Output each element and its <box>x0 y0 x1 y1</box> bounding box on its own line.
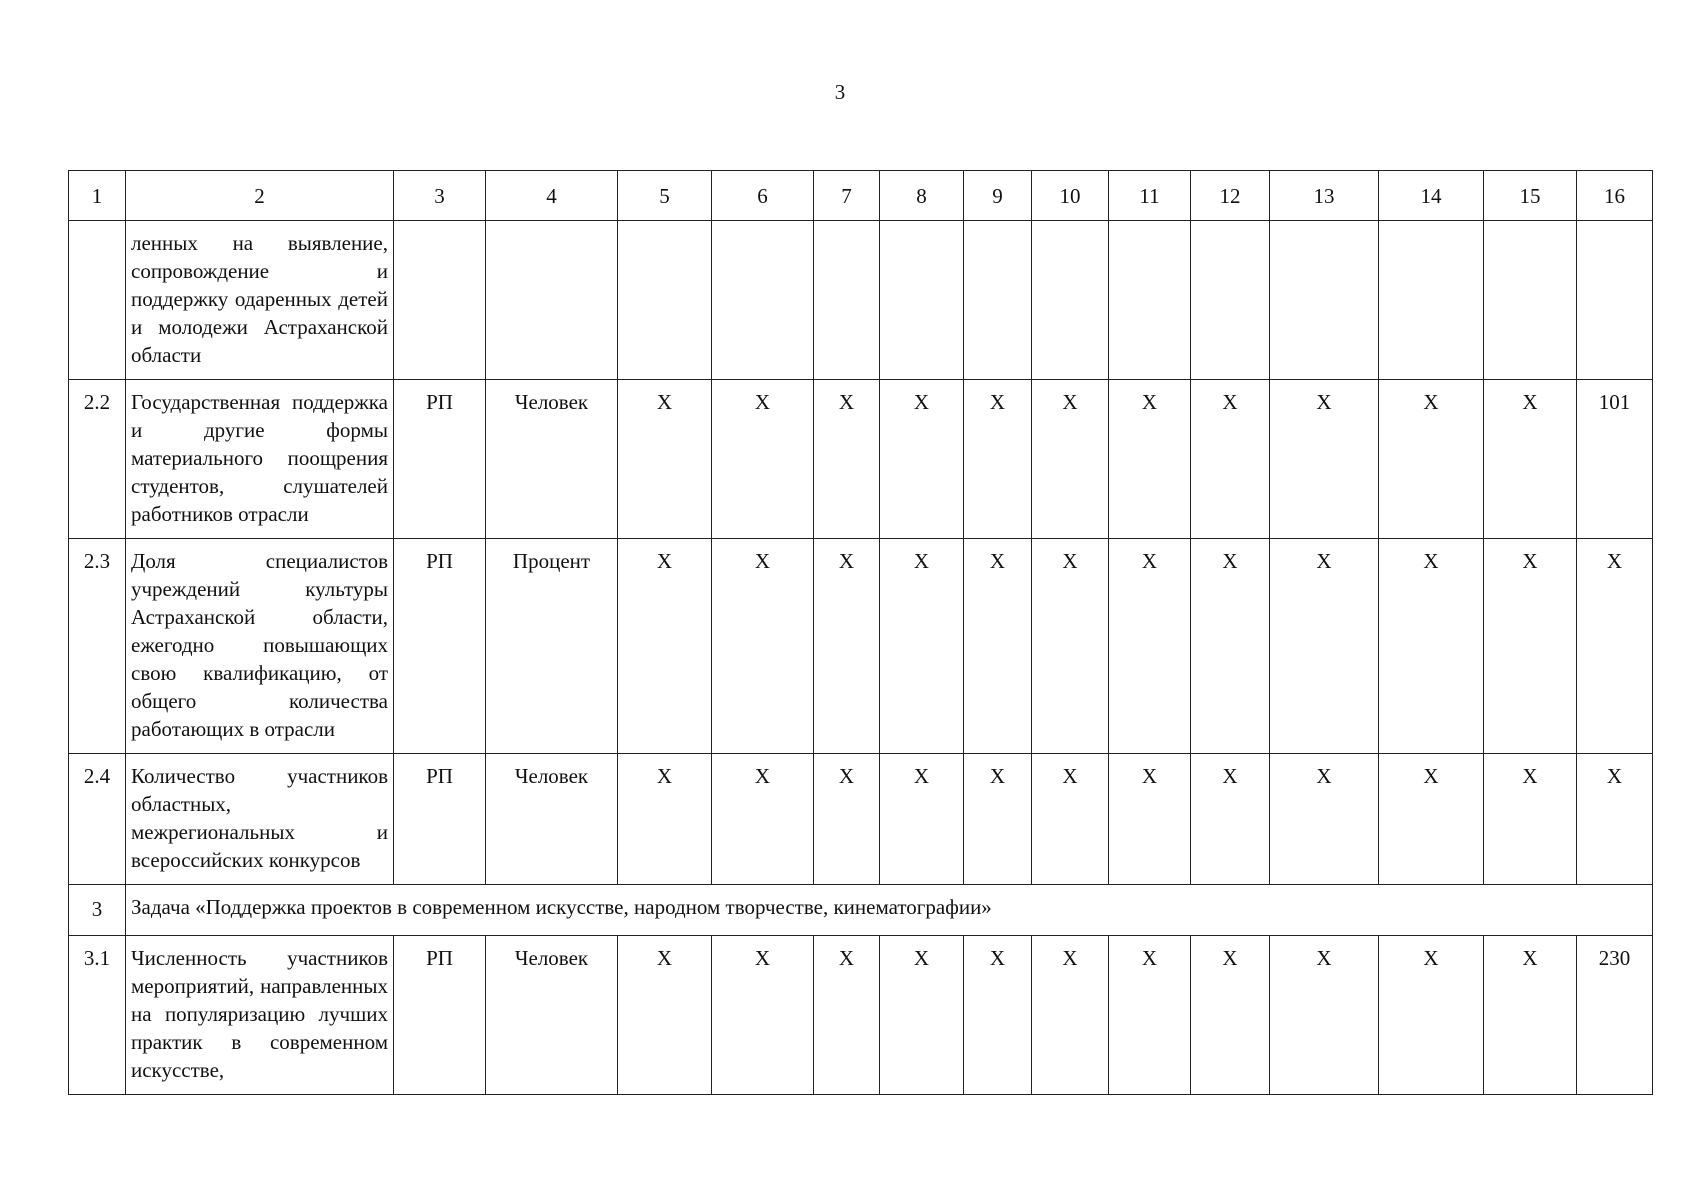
row-value: Х <box>1270 539 1379 754</box>
row-value: Х <box>880 936 964 1095</box>
row-value: Х <box>1032 754 1109 885</box>
row-unit <box>486 221 618 380</box>
row-value <box>964 221 1032 380</box>
row-value: Х <box>1270 754 1379 885</box>
row-value: Х <box>1379 936 1484 1095</box>
row-id <box>69 221 126 380</box>
row-value: Х <box>712 754 814 885</box>
row-source: РП <box>394 380 486 539</box>
column-header: 9 <box>964 171 1032 221</box>
row-value: Х <box>1191 936 1270 1095</box>
column-header: 7 <box>814 171 880 221</box>
row-value: Х <box>964 754 1032 885</box>
task-text: Задача «Поддержка проектов в современном искусстве, народном творчестве, кинематографии» <box>126 885 1653 936</box>
row-value: Х <box>1484 539 1577 754</box>
column-header: 14 <box>1379 171 1484 221</box>
column-header: 2 <box>126 171 394 221</box>
row-value: Х <box>880 380 964 539</box>
row-value: Х <box>964 539 1032 754</box>
row-source: РП <box>394 754 486 885</box>
row-value: Х <box>712 539 814 754</box>
row-value: Х <box>880 539 964 754</box>
row-value <box>1379 221 1484 380</box>
row-value: Х <box>618 754 712 885</box>
row-value: Х <box>618 380 712 539</box>
row-value: Х <box>1032 936 1109 1095</box>
row-source: РП <box>394 936 486 1095</box>
row-id: 2.4 <box>69 754 126 885</box>
column-header: 12 <box>1191 171 1270 221</box>
row-value: Х <box>1109 936 1191 1095</box>
row-value: Х <box>964 380 1032 539</box>
row-unit: Процент <box>486 539 618 754</box>
row-value: Х <box>1109 539 1191 754</box>
row-id: 2.3 <box>69 539 126 754</box>
row-value: Х <box>1270 936 1379 1095</box>
row-value: Х <box>618 936 712 1095</box>
row-value <box>1032 221 1109 380</box>
row-unit: Человек <box>486 754 618 885</box>
row-value: Х <box>880 754 964 885</box>
row-value <box>1270 221 1379 380</box>
row-value: Х <box>1379 539 1484 754</box>
row-value: Х <box>1484 936 1577 1095</box>
row-value: Х <box>814 936 880 1095</box>
row-value: Х <box>712 936 814 1095</box>
row-value: Х <box>1577 754 1653 885</box>
row-value: Х <box>1577 539 1653 754</box>
task-id: 3 <box>69 885 126 936</box>
row-value: Х <box>1191 754 1270 885</box>
row-id: 3.1 <box>69 936 126 1095</box>
column-header: 5 <box>618 171 712 221</box>
column-header: 11 <box>1109 171 1191 221</box>
row-value <box>880 221 964 380</box>
row-value: Х <box>1109 380 1191 539</box>
row-value <box>1109 221 1191 380</box>
row-name: Государственная поддержка и другие формы материального поощрения студентов, слушателей работников отрасли <box>126 380 394 539</box>
row-value: Х <box>814 539 880 754</box>
row-value: Х <box>1270 380 1379 539</box>
row-value <box>814 221 880 380</box>
table-row <box>69 221 1653 380</box>
column-header: 10 <box>1032 171 1109 221</box>
row-value <box>712 221 814 380</box>
row-value <box>1577 221 1653 380</box>
row-name: Доля специалистов учреждений культуры Астраханской области, ежегодно повышающих свою квалификацию, от общего количества работающих в отрасли <box>126 539 394 754</box>
row-value: Х <box>814 380 880 539</box>
column-header: 6 <box>712 171 814 221</box>
row-name: Количество участников областных, межрегиональных и всероссийских конкурсов <box>126 754 394 885</box>
row-value: Х <box>1109 754 1191 885</box>
row-source: РП <box>394 539 486 754</box>
row-unit: Человек <box>486 936 618 1095</box>
row-value: Х <box>1032 539 1109 754</box>
row-value: Х <box>712 380 814 539</box>
column-header: 1 <box>69 171 126 221</box>
row-value: Х <box>1191 380 1270 539</box>
row-value: Х <box>618 539 712 754</box>
row-value: Х <box>814 754 880 885</box>
column-header: 8 <box>880 171 964 221</box>
row-value: 230 <box>1577 936 1653 1095</box>
table-header-row <box>69 171 1653 221</box>
indicators-table <box>68 170 1653 1095</box>
row-unit: Человек <box>486 380 618 539</box>
row-value: Х <box>964 936 1032 1095</box>
row-value <box>1484 221 1577 380</box>
column-header: 3 <box>394 171 486 221</box>
row-value <box>618 221 712 380</box>
task-row <box>69 885 1653 936</box>
row-source <box>394 221 486 380</box>
page-number: 3 <box>834 80 846 104</box>
column-header: 13 <box>1270 171 1379 221</box>
row-value: Х <box>1379 380 1484 539</box>
table-row <box>69 754 1653 885</box>
row-value: Х <box>1191 539 1270 754</box>
column-header: 16 <box>1577 171 1653 221</box>
row-value: 101 <box>1577 380 1653 539</box>
table-row <box>69 380 1653 539</box>
row-value: Х <box>1484 380 1577 539</box>
table-row <box>69 539 1653 754</box>
row-id: 2.2 <box>69 380 126 539</box>
row-value: Х <box>1484 754 1577 885</box>
table-row <box>69 936 1653 1095</box>
row-name: Численность участников мероприятий, направленных на популяризацию лучших практик в современном искусстве, <box>126 936 394 1095</box>
row-value <box>1191 221 1270 380</box>
row-name: ленных на выявление, сопровождение и поддержку одаренных детей и молодежи Астраханской области <box>126 221 394 380</box>
column-header: 15 <box>1484 171 1577 221</box>
column-header: 4 <box>486 171 618 221</box>
row-value: Х <box>1379 754 1484 885</box>
row-value: Х <box>1032 380 1109 539</box>
